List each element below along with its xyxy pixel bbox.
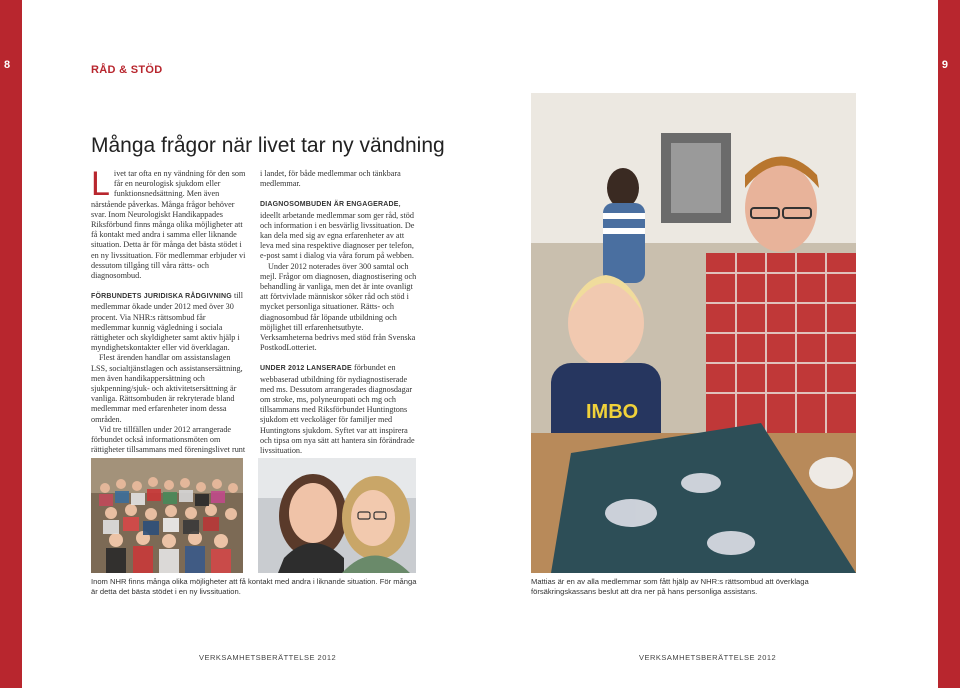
- diagnosis-ombud-paragraph: [260, 199, 417, 261]
- right-page-number: 9: [941, 59, 948, 71]
- web-education-paragraph: [260, 363, 417, 456]
- legal-advice-text: till medlemmar ökade under 2012 med över 30 procent. Via NHR:s rättsombud får medlemmar kunnig vägledning i sociala rättigheter och skyldigheter samt aktiv hjälp i myndighetskontakter eller vid överklagan.: [91, 291, 244, 353]
- intro-text: ivet tar ofta en ny vändning för den som får en neurologisk sjukdom eller funktionsnedsättning. Men även närstående påverkas. Många frågor behöver svar. Inom Neurologiskt Handikappades Riksförbund finns många olika möjligheter att få kontakt med andra i samma eller liknande situation. Detta är för många det bästa stödet i en ny livssituation. För medlemmar erbjuder vi dessutom tillgång till våra rätts- och diagnosombud.: [91, 169, 246, 281]
- svg-text:IMBO: IMBO: [586, 401, 639, 423]
- article-headline: Många frågor när livet tar ny vändning: [91, 134, 445, 157]
- article-column-1: [91, 165, 246, 466]
- women-photo: [258, 458, 416, 573]
- diagnosis-ombud-text: , ideellt arbetande medlemmar som ger råd, stöd och information i en besvärlig livssituation. De kan dela med sig av egna erfarenheter av att leva med sina respektive diagnoser per telefon, e-post samt i dialog via våra forum på webben.: [260, 199, 415, 261]
- section-label: RÅD & STÖD: [91, 64, 163, 76]
- article-column-2: [260, 169, 417, 456]
- left-page-number: 8: [4, 59, 11, 71]
- lead-in-legal-advice: FÖRBUNDETS JURIDISKA RÅDGIVNING: [91, 293, 232, 301]
- continuation-paragraph: i landet, för både medlemmar och tänkbara medlemmar.: [260, 169, 401, 189]
- intro-paragraph: [91, 165, 246, 281]
- footer-right: VERKSAMHETSBERÄTTELSE 2012: [639, 653, 777, 662]
- info-meetings-paragraph: Vid tre tillfällen under 2012 arrangerade förbundet också informationsmöten om rättigheter tillsammans med föreningslivet runt: [91, 424, 246, 455]
- caption-left: Inom NHR finns många olika möjligheter att få kontakt med andra i liknande situation. För många är detta det bästa stödet i en ny livssituation.: [91, 577, 417, 596]
- footer-left: VERKSAMHETSBERÄTTELSE 2012: [199, 653, 337, 662]
- lead-in-diagnosis-ombud: DIAGNOSOMBUDEN ÄR ENGAGERADE: [260, 201, 399, 209]
- lead-in-web-education: UNDER 2012 LANSERADE: [260, 365, 352, 373]
- drop-cap: L: [91, 165, 110, 203]
- legal-advice-paragraph: [91, 291, 246, 353]
- group-photo: [91, 458, 243, 573]
- right-page-edge-bar: [938, 0, 960, 688]
- family-photo: [531, 93, 856, 573]
- caption-right: Mattias är en av alla medlemmar som fått hjälp av NHR:s rättsombud att överklaga försäkringskassans beslut att dra ner på hans personliga assistans.: [531, 577, 809, 596]
- web-education-text: förbundet en webbaserad utbildning för nydiagnostiserade med ms. Dessutom arrangerades diagnosdagar om stroke, ms, polyneuropati och mg och tillsammans med Riksförbundet Huntingtons sjukdom ett veckoläger för familjer med Huntingtons sjukdom. Syftet var att inspirera och tipsa om nya sätt att hantera sin förändrade livssituation.: [260, 363, 415, 456]
- calls-paragraph: Under 2012 noterades över 300 samtal och mejl. Frågor om diagnosen, diagnostisering och behandling är vanliga, men det är inte ovanligt att förtvivlade människor söker råd och stöd i mycket personliga situationer. Rätts- och diagnosombud får löpande utbildning och möjlighet till erfarenhetsutbyte. Verksamheterna bedrivs med stöd från Svenska PostkodLotteriet.: [260, 261, 417, 353]
- left-page-edge-bar: [0, 0, 22, 688]
- cases-paragraph: Flest ärenden handlar om assistanslagen LSS, socialtjänstlagen och assistansersättning, men även handikappersättning och sjukpenning/sjuk- och aktivitetsersättning är vanliga. Rättsombuden är rekryterade bland medlemmar med erfarenheter inom dessa områden.: [91, 353, 243, 424]
